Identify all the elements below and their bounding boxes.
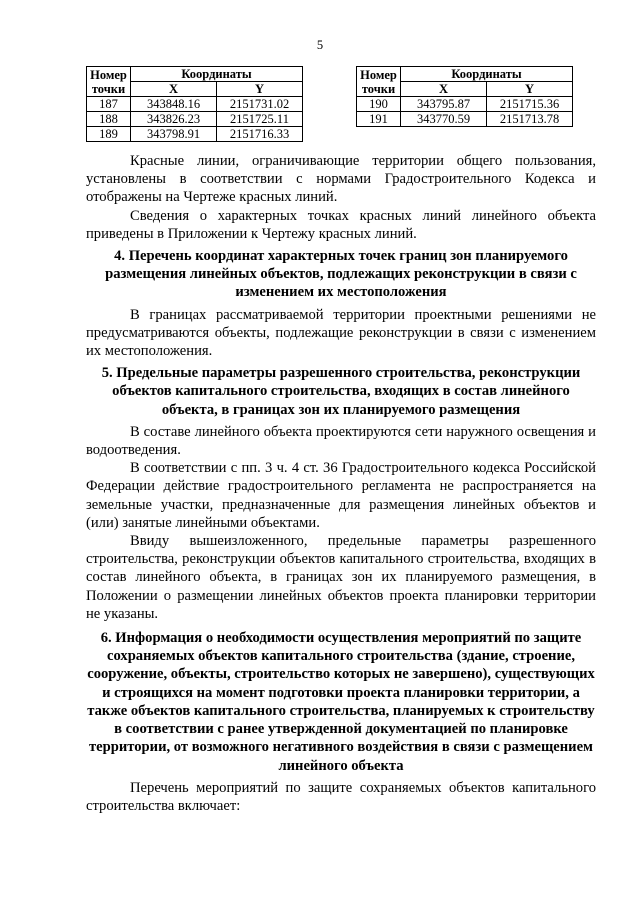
coordinates-table-left	[86, 66, 303, 142]
paragraph-section-5-code: В соответствии с пп. 3 ч. 4 ст. 36 Градостроительного кодекса Российской Федерации действие градостроительного регламента не распространяется на земельные участки, предназначенные для размещения линейных объектов и (или) занятые линейными объектами.	[86, 460, 596, 531]
header-coordinates: Координаты	[131, 67, 303, 82]
paragraph-red-lines: Красные линии, ограничивающие территории общего пользования, установлены в соответствии с нормами Градостроительного Кодекса и отображены на Чертеже красных линий.	[86, 153, 596, 206]
paragraph-section-4: В границах рассматриваемой территории проектными решениями не предусматриваются объекты, подлежащие реконструкции в связи с изменением их местоположения.	[86, 306, 596, 360]
paragraph-section-6: Перечень мероприятий по защите сохраняемых объектов капитального строительства включает:	[86, 779, 596, 814]
paragraph-red-lines-points: Сведения о характерных точках красных линий линейного объекта приведены в Приложении к Чертежу красных линий.	[86, 207, 596, 242]
paragraph-section-5-conclusion: Ввиду вышеизложенного, предельные параметры разрешенного строительства, реконструкции объектов капитального строительства, входящих в состав линейного объекта, в границах зон их планируемого размещения, в Положении о размещении линейных объектов проекта планировки территории не указаны.	[86, 533, 596, 622]
table-row: 188 343826.23 2151725.11	[87, 112, 303, 127]
coordinates-table-right	[356, 66, 573, 127]
heading-section-4: 4. Перечень координат характерных точек границ зон планируемого размещения линейных объектов, подлежащих реконструкции в связи с изменением их местоположения	[105, 248, 577, 301]
header-coordinates: Координаты	[401, 67, 573, 82]
table-row: 189 343798.91 2151716.33	[87, 127, 303, 142]
header-point-number: Номер точки	[357, 67, 401, 97]
heading-section-6: 6. Информация о необходимости осуществления мероприятий по защите сохраняемых объектов капитального строительства (здание, строение, сооружение, объекты, строительство которых не завершено), существующих и строящихся на момент подготовки проекта планировки территории, а также объектов капитального строительства, планируемых к строительству в соответствии с ранее утвержденной документацией по планировке территории, от возможного негативного воздействия в связи с размещением линейного объекта	[87, 630, 595, 774]
document-body	[86, 152, 596, 815]
heading-section-5: 5. Предельные параметры разрешенного строительства, реконструкции объектов капитального строительства, входящих в состав линейного объекта, в границах зон их планируемого размещения	[101, 365, 581, 418]
header-x: X	[131, 82, 217, 97]
header-point-number: Номер точки	[87, 67, 131, 97]
table-row: 187 343848.16 2151731.02	[87, 97, 303, 112]
table-row: 190 343795.87 2151715.36	[357, 97, 573, 112]
table-row: 191 343770.59 2151713.78	[357, 112, 573, 127]
page-number: 5	[316, 38, 324, 52]
header-y: Y	[487, 82, 573, 97]
header-y: Y	[217, 82, 303, 97]
paragraph-section-5-lighting: В составе линейного объекта проектируются сети наружного освещения и водоотведения.	[86, 423, 596, 459]
header-x: X	[401, 82, 487, 97]
